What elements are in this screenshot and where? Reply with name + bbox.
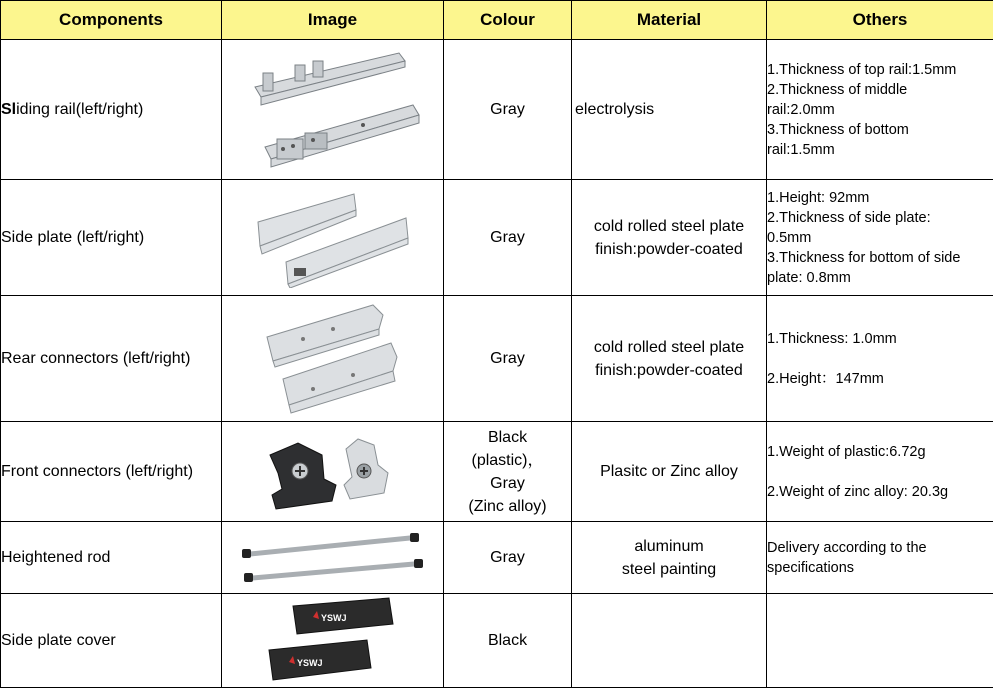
table-row — [1, 180, 993, 296]
others-cell — [767, 422, 993, 522]
header-others: Others — [767, 1, 993, 40]
others-line: 2.Thickness of middle — [767, 81, 908, 98]
others-cell — [767, 180, 993, 296]
material-cell — [572, 594, 767, 688]
material-line: aluminum — [634, 537, 704, 555]
image-cell — [222, 594, 444, 688]
colour-cell — [444, 180, 572, 296]
table-row — [1, 522, 993, 594]
table-row — [1, 40, 993, 180]
table-row — [1, 422, 993, 522]
material-cell — [572, 40, 767, 180]
cover-logo-text: YSWJ — [320, 612, 347, 623]
header-components: Components — [1, 1, 222, 40]
material-line: Plasitc or Zinc alloy — [600, 463, 738, 480]
component-label: Side plate cover — [1, 631, 116, 649]
component-label: Heightened rod — [1, 548, 111, 566]
cover-logo-text: YSWJ — [296, 657, 323, 668]
others-line: 3.Thickness of bottom — [767, 121, 909, 138]
side-plate-cover-image — [263, 596, 403, 686]
colour-line: Black — [487, 428, 528, 446]
colour-cell — [444, 296, 572, 422]
others-line: 1.Thickness: 1.0mm — [767, 330, 897, 347]
others-line: 1.Height: 92mm — [767, 189, 870, 206]
colour-cell — [444, 422, 572, 522]
component-cell — [1, 180, 222, 296]
others-line: 1.Weight of plastic:6.72g — [767, 443, 926, 460]
others-cell — [767, 296, 993, 422]
image-cell — [222, 40, 444, 180]
others-line: 2.Weight of zinc alloy: 20.3g — [767, 483, 949, 500]
others-line: rail:1.5mm — [767, 141, 835, 158]
material-cell — [572, 422, 767, 522]
image-cell — [222, 422, 444, 522]
component-cell — [1, 296, 222, 422]
colour-line: Gray — [490, 101, 525, 118]
header-image: Image — [222, 1, 444, 40]
component-cell — [1, 594, 222, 688]
image-cell — [222, 296, 444, 422]
colour-cell — [444, 522, 572, 594]
material-line: electrolysis — [575, 101, 655, 118]
colour-cell — [444, 594, 572, 688]
others-cell — [767, 522, 993, 594]
others-line: Delivery according to the — [767, 539, 927, 556]
rear-connector-image — [263, 301, 403, 416]
material-line: cold rolled steel plate — [593, 338, 745, 356]
header-material: Material — [572, 1, 767, 40]
header-row — [1, 1, 993, 40]
others-cell — [767, 40, 993, 180]
material-line: steel painting — [621, 560, 717, 578]
colour-line: Gray — [490, 229, 525, 246]
front-connector-image — [258, 429, 408, 514]
material-cell — [572, 180, 767, 296]
sliding-rail-image — [243, 47, 423, 172]
colour-line: (Zinc alloy) — [468, 497, 547, 515]
header-colour: Colour — [444, 1, 572, 40]
others-line: rail:2.0mm — [767, 101, 835, 118]
component-label: Rear connectors (left/right) — [1, 349, 191, 367]
material-line: cold rolled steel plate — [593, 217, 745, 235]
component-label-bold: Sl — [1, 100, 17, 118]
component-cell — [1, 422, 222, 522]
colour-line: Gray — [490, 474, 525, 492]
material-cell — [572, 296, 767, 422]
colour-line: (plastic)， — [471, 451, 544, 469]
image-cell — [222, 522, 444, 594]
others-line: specifications — [767, 559, 855, 576]
colour-line: Gray — [490, 350, 525, 367]
others-line: 0.5mm — [767, 229, 812, 246]
table-row — [1, 296, 993, 422]
colour-line: Black — [487, 632, 528, 649]
others-line: 2.Height：147mm — [767, 370, 884, 387]
table-row — [1, 594, 993, 688]
others-line: 2.Thickness of side plate: — [767, 209, 931, 226]
component-cell — [1, 522, 222, 594]
component-label: Front connectors (left/right) — [1, 462, 194, 480]
others-line: plate: 0.8mm — [767, 269, 851, 286]
side-plate-image — [248, 188, 418, 288]
component-label: Side plate (left/right) — [1, 228, 145, 246]
others-line: 3.Thickness for bottom of side — [767, 249, 961, 266]
image-cell — [222, 180, 444, 296]
material-line: finish:powder-coated — [595, 361, 743, 379]
others-cell — [767, 594, 993, 688]
colour-line: Gray — [490, 549, 525, 566]
material-cell — [572, 522, 767, 594]
colour-cell — [444, 40, 572, 180]
material-line: finish:powder-coated — [595, 240, 743, 258]
component-label: iding rail(left/right) — [16, 100, 144, 118]
others-line: 1.Thickness of top rail:1.5mm — [767, 61, 957, 78]
heightened-rod-image — [238, 528, 428, 588]
component-cell — [1, 40, 222, 180]
